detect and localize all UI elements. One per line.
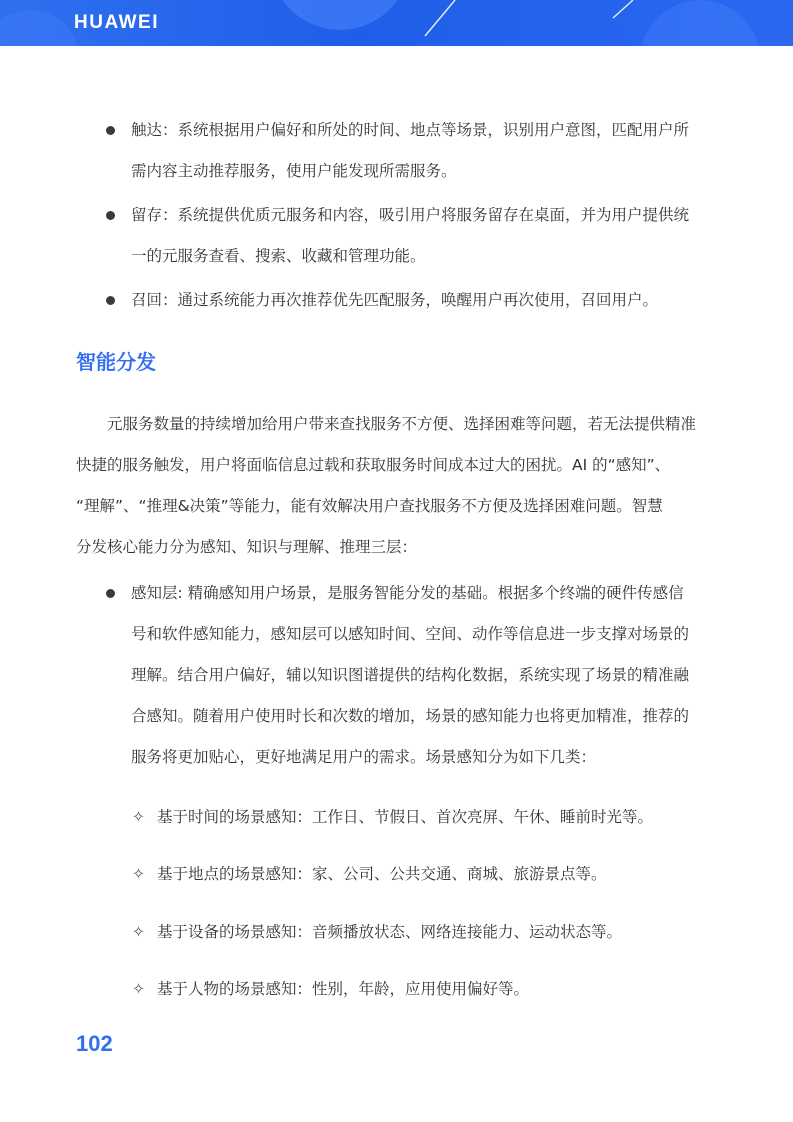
bullet-recall [106,280,726,321]
sub-item-text: 基于时间的场景感知：工作日、节假日、首次亮屏、午休、睡前时光等。 [157,808,654,826]
sub-item-text: 基于人物的场景感知：性别，年龄，应用使用偏好等。 [157,980,530,998]
bullet-dot [106,126,115,135]
bullet-line: 号和软件感知能力，感知层可以感知时间、空间、动作等信息进一步支撑对场景的 [131,625,690,643]
diamond-icon: ✧ [132,865,145,883]
sub-item-location [132,862,607,886]
sub-item-text: 基于地点的场景感知：家、公司、公共交通、商城、旅游景点等。 [157,865,607,883]
bullet-line: 服务将更加贴心，更好地满足用户的需求。场景感知分为如下几类： [131,748,597,766]
bullet-line: 留存：系统提供优质元服务和内容，吸引用户将服务留存在桌面，并为用户提供统 [131,206,690,224]
bullet-dot [106,296,115,305]
bullet-retain [106,195,726,277]
sub-item-time [132,805,653,829]
diamond-icon: ✧ [132,980,145,998]
bullet-line: 理解。结合用户偏好，辅以知识图谱提供的结构化数据，系统实现了场景的精准融 [131,666,690,684]
page-header [0,0,793,46]
bullet-line: 感知层: 精确感知用户场景，是服务智能分发的基础。根据多个终端的硬件传感信 [131,584,684,602]
paragraph-line: “理解”、“推理&决策”等能力，能有效解决用户查找服务不方便及选择困难问题。智慧 [76,497,663,515]
brand-logo: HUAWEI [74,12,159,33]
paragraph-line: 分发核心能力分为感知、知识与理解、推理三层： [76,538,418,556]
diamond-icon: ✧ [132,808,145,826]
diamond-icon: ✧ [132,923,145,941]
bullet-line: 合感知。随着用户使用时长和次数的增加，场景的感知能力也将更加精准，推荐的 [131,707,690,725]
sub-item-text: 基于设备的场景感知：音频播放状态、网络连接能力、运动状态等。 [157,923,623,941]
sub-item-person [132,977,529,1001]
paragraph-line: 元服务数量的持续增加给用户带来查找服务不方便、选择困难等问题，若无法提供精准 [76,415,697,433]
sub-item-device [132,920,622,944]
bullet-dot [106,211,115,220]
paragraph-line: 快捷的服务触发，用户将面临信息过载和获取服务时间成本过大的困扰。AI 的“感知”、 [76,456,671,474]
bullet-dot [106,589,115,598]
bullet-line: 触达：系统根据用户偏好和所处的时间、地点等场景，识别用户意图，匹配用户所 [131,121,690,139]
bullet-line: 需内容主动推荐服务，使用户能发现所需服务。 [131,162,457,180]
bullet-line: 召回：通过系统能力再次推荐优先匹配服务，唤醒用户再次使用，召回用户。 [131,291,659,309]
section-title: 智能分发 [76,350,156,374]
bullet-touch [106,110,726,192]
bullet-line: 一的元服务查看、搜索、收藏和管理功能。 [131,247,426,265]
page-number: 102 [76,1031,113,1056]
intro-paragraph [76,404,726,568]
bullet-perception [106,573,726,778]
